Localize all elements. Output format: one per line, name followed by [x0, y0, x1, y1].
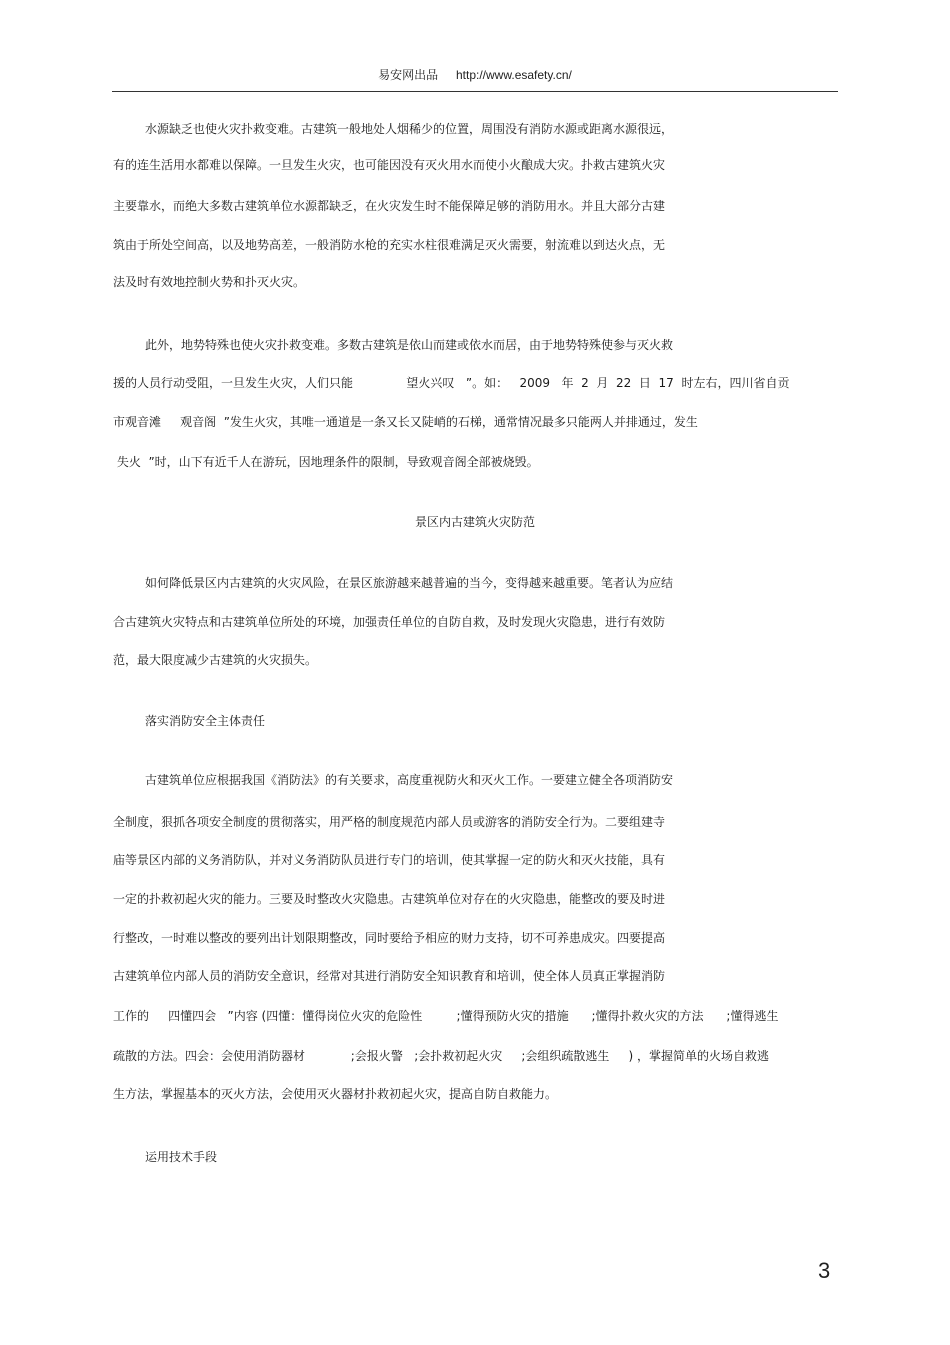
- publisher-label: 易安网出品: [378, 68, 439, 82]
- section-heading: 景区内古建筑火灾防范: [414, 515, 535, 529]
- paragraph-line: 生方法，掌握基本的灭火方法，会使用灭火器材扑救初起火灾，提高自防自救能力。: [113, 1087, 558, 1101]
- paragraph-line: 援的人员行动受阻，一旦发生火灾，人们只能 望火兴叹 ”。如： 2009 年 2 月 22 日 17 时左右，四川省自贡: [113, 376, 790, 390]
- paragraph-line: 古建筑单位内部人员的消防安全意识，经常对其进行消防安全知识教育和培训，使全体人员真正掌握消防: [113, 969, 666, 983]
- paragraph-line: 合古建筑火灾特点和古建筑单位所处的环境，加强责任单位的自防自救，及时发现火灾隐患，进行有效防: [113, 615, 666, 629]
- page-header: [0, 66, 950, 83]
- paragraph-line: 工作的 四懂四会 ”内容 (四懂：懂得岗位火灾的危险性 ;懂得预防火灾的措施 ;懂得扑救火灾的方法 ;懂得逃生: [113, 1009, 779, 1023]
- paragraph-line: 如何降低景区内古建筑的火灾风险，在景区旅游越来越普遍的当今，变得越来越重要。笔者认为应结: [145, 576, 674, 590]
- site-url-link[interactable]: http://www.esafety.cn/: [456, 68, 572, 82]
- paragraph-line: 疏散的方法。四会：会使用消防器材 ;会报火警 ;会扑救初起火灾 ;会组织疏散逃生 ) ，掌握简单的火场自救逃: [113, 1049, 769, 1063]
- paragraph-line: 古建筑单位应根据我国《消防法》的有关要求，高度重视防火和灭火工作。一要建立健全各项消防安: [145, 773, 674, 787]
- paragraph-line: 筑由于所处空间高，以及地势高差，一般消防水枪的充实水柱很难满足灭火需要，射流难以到达火点，无: [113, 238, 666, 252]
- paragraph-line: 失火 ”时，山下有近千人在游玩，因地理条件的限制，导致观音阁全部被烧毁。: [113, 455, 539, 469]
- paragraph-line: 有的连生活用水都难以保障。一旦发生火灾，也可能因没有灭火用水而使小火酿成大灾。扑救古建筑火灾: [113, 158, 666, 172]
- paragraph-line: 庙等景区内部的义务消防队，并对义务消防队员进行专门的培训，使其掌握一定的防火和灭火技能，具有: [113, 853, 666, 867]
- paragraph-line: 此外，地势特殊也使火灾扑救变难。多数古建筑是依山而建或依水而居，由于地势特殊使参与灭火救: [145, 338, 674, 352]
- header-divider: [112, 91, 838, 92]
- paragraph-line: 水源缺乏也使火灾扑救变难。古建筑一般地处人烟稀少的位置，周围没有消防水源或距离水源很远，: [145, 122, 674, 136]
- paragraph-line: 一定的扑救初起火灾的能力。三要及时整改火灾隐患。古建筑单位对存在的火灾隐患，能整改的要及时进: [113, 892, 666, 906]
- paragraph-line: 主要靠水，而绝大多数古建筑单位水源都缺乏，在火灾发生时不能保障足够的消防用水。并且大部分古建: [113, 199, 666, 213]
- paragraph-line: 范，最大限度减少古建筑的火灾损失。: [113, 653, 318, 667]
- paragraph-line: 全制度，狠抓各项安全制度的贯彻落实，用严格的制度规范内部人员或游客的消防安全行为。二要组建寺: [113, 815, 666, 829]
- page-number: 3: [818, 1258, 831, 1283]
- subsection-heading: 运用技术手段: [145, 1150, 218, 1164]
- paragraph-line: 行整改，一时难以整改的要列出计划限期整改，同时要给予相应的财力支持，切不可养患成灾。四要提高: [113, 931, 666, 945]
- subsection-heading: 落实消防安全主体责任: [145, 714, 266, 728]
- paragraph-line: 法及时有效地控制火势和扑灭火灾。: [113, 275, 306, 289]
- paragraph-line: 市观音滩 观音阁 ”发生火灾，其唯一通道是一条又长又陡峭的石梯，通常情况最多只能两人并排通过，发生: [113, 415, 698, 429]
